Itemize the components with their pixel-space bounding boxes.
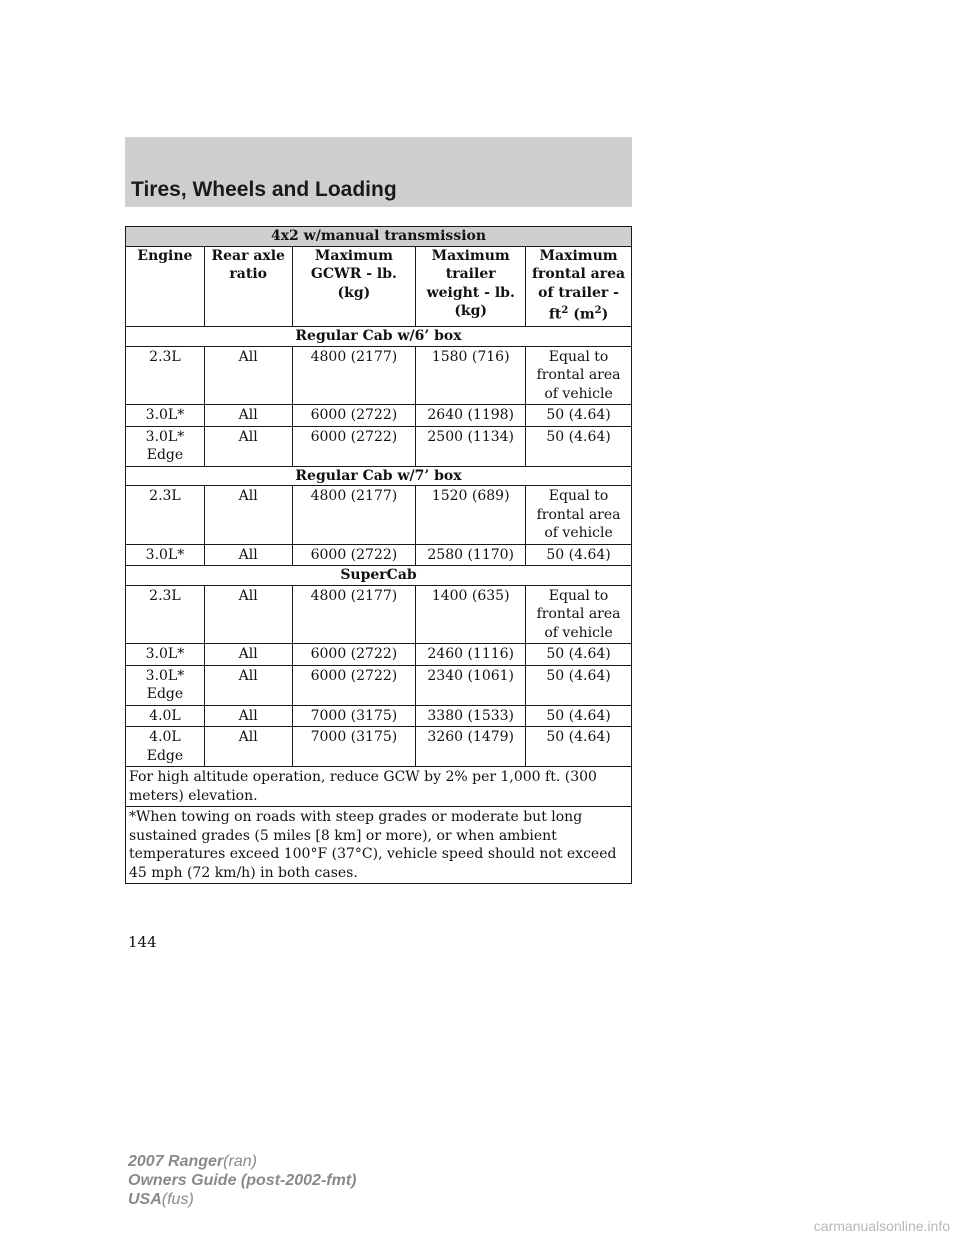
gcwr-cell: 7000 (3175) (292, 727, 416, 767)
gcwr-cell: 4800 (2177) (292, 486, 416, 545)
trailer-weight-cell: 1400 (635) (416, 585, 526, 644)
table-title: 4x2 w/manual transmission (126, 227, 632, 247)
frontal-area-cell: Equal to frontal area of vehicle (526, 486, 632, 545)
axle-ratio-cell: All (204, 727, 292, 767)
trailer-weight-cell: 2640 (1198) (416, 405, 526, 427)
engine-cell: 3.0L* Edge (126, 426, 205, 466)
section-row (126, 327, 632, 347)
gcwr-cell: 6000 (2722) (292, 544, 416, 566)
frontal-area-cell: 50 (4.64) (526, 705, 632, 727)
axle-ratio-cell: All (204, 705, 292, 727)
gcwr-cell: 6000 (2722) (292, 644, 416, 666)
footer-model: 2007 Ranger (128, 1153, 224, 1170)
engine-cell: 2.3L (126, 486, 205, 545)
gcwr-cell: 6000 (2722) (292, 426, 416, 466)
frontal-area-header (526, 246, 632, 327)
axle-ratio-cell: All (204, 486, 292, 545)
trailer-weight-cell: 3260 (1479) (416, 727, 526, 767)
note-row (126, 767, 632, 807)
frontal-area-cell: Equal to frontal area of vehicle (526, 585, 632, 644)
frontal-area-cell: 50 (4.64) (526, 644, 632, 666)
axle-ratio-header: Rear axle ratio (204, 246, 292, 327)
footer-guide: Owners Guide (post-2002-fmt) (128, 1172, 357, 1189)
note-row (126, 807, 632, 884)
frontal-area-cell: 50 (4.64) (526, 544, 632, 566)
axle-ratio-cell: All (204, 665, 292, 705)
watermark: carmanualsonline.info (813, 1218, 950, 1234)
section-name: SuperCab (126, 566, 632, 586)
gcwr-cell: 6000 (2722) (292, 665, 416, 705)
footer-model-code: (ran) (223, 1153, 257, 1170)
gcwr-header: Maximum GCWR - lb. (kg) (292, 246, 416, 327)
superscript: 2 (561, 305, 569, 316)
engine-cell: 4.0L Edge (126, 727, 205, 767)
table-row (126, 486, 632, 545)
table-row (126, 585, 632, 644)
trailer-weight-cell: 3380 (1533) (416, 705, 526, 727)
axle-ratio-cell: All (204, 544, 292, 566)
trailer-weight-cell: 2500 (1134) (416, 426, 526, 466)
frontal-area-cell: 50 (4.64) (526, 426, 632, 466)
table-title-row (126, 227, 632, 247)
footer-market: USA (128, 1191, 162, 1208)
table-note: For high altitude operation, reduce GCW by 2% per 1,000 ft. (300 meters) elevation. (126, 767, 632, 807)
engine-header: Engine (126, 246, 205, 327)
footer-market-code: (fus) (161, 1191, 194, 1208)
trailer-weight-cell: 2340 (1061) (416, 665, 526, 705)
table-note: *When towing on roads with steep grades or moderate but long sustained grades (5 miles [8 km] or more), or when ambient temperatures exceed 100°F (37°C), vehicle speed should not exceed 45 mph (72 km/h) in both cases. (126, 807, 632, 884)
table-row (126, 544, 632, 566)
page-number: 144 (128, 933, 157, 951)
trailer-weight-cell: 2460 (1116) (416, 644, 526, 666)
engine-cell: 3.0L* (126, 644, 205, 666)
engine-cell: 2.3L (126, 346, 205, 405)
gcwr-cell: 4800 (2177) (292, 346, 416, 405)
frontal-area-header-text: ) (601, 306, 609, 323)
table-row (126, 346, 632, 405)
trailer-weight-header: Maximum trailer weight - lb. (kg) (416, 246, 526, 327)
trailer-weight-cell: 1520 (689) (416, 486, 526, 545)
trailer-weight-cell: 1580 (716) (416, 346, 526, 405)
table-row (126, 665, 632, 705)
axle-ratio-cell: All (204, 426, 292, 466)
table-row (126, 727, 632, 767)
document-footer (128, 1152, 356, 1209)
trailer-weight-cell: 2580 (1170) (416, 544, 526, 566)
axle-ratio-cell: All (204, 585, 292, 644)
engine-cell: 3.0L* (126, 544, 205, 566)
table-row (126, 644, 632, 666)
section-row (126, 566, 632, 586)
towing-spec-table (125, 226, 632, 884)
gcwr-cell: 7000 (3175) (292, 705, 416, 727)
frontal-area-cell: Equal to frontal area of vehicle (526, 346, 632, 405)
engine-cell: 3.0L* Edge (126, 665, 205, 705)
table-row (126, 405, 632, 427)
engine-cell: 3.0L* (126, 405, 205, 427)
table-row (126, 705, 632, 727)
column-header-row (126, 246, 632, 327)
gcwr-cell: 4800 (2177) (292, 585, 416, 644)
axle-ratio-cell: All (204, 644, 292, 666)
section-name: Regular Cab w/6’ box (126, 327, 632, 347)
table-row (126, 426, 632, 466)
section-row (126, 466, 632, 486)
frontal-area-cell: 50 (4.64) (526, 665, 632, 705)
superscript: 2 (594, 305, 602, 316)
frontal-area-header-text: (m (568, 306, 595, 323)
engine-cell: 2.3L (126, 585, 205, 644)
engine-cell: 4.0L (126, 705, 205, 727)
frontal-area-header-text: Maximum frontal area of trailer - ft (532, 247, 626, 323)
section-name: Regular Cab w/7’ box (126, 466, 632, 486)
frontal-area-cell: 50 (4.64) (526, 727, 632, 767)
axle-ratio-cell: All (204, 405, 292, 427)
axle-ratio-cell: All (204, 346, 292, 405)
section-title: Tires, Wheels and Loading (131, 178, 397, 201)
gcwr-cell: 6000 (2722) (292, 405, 416, 427)
frontal-area-cell: 50 (4.64) (526, 405, 632, 427)
